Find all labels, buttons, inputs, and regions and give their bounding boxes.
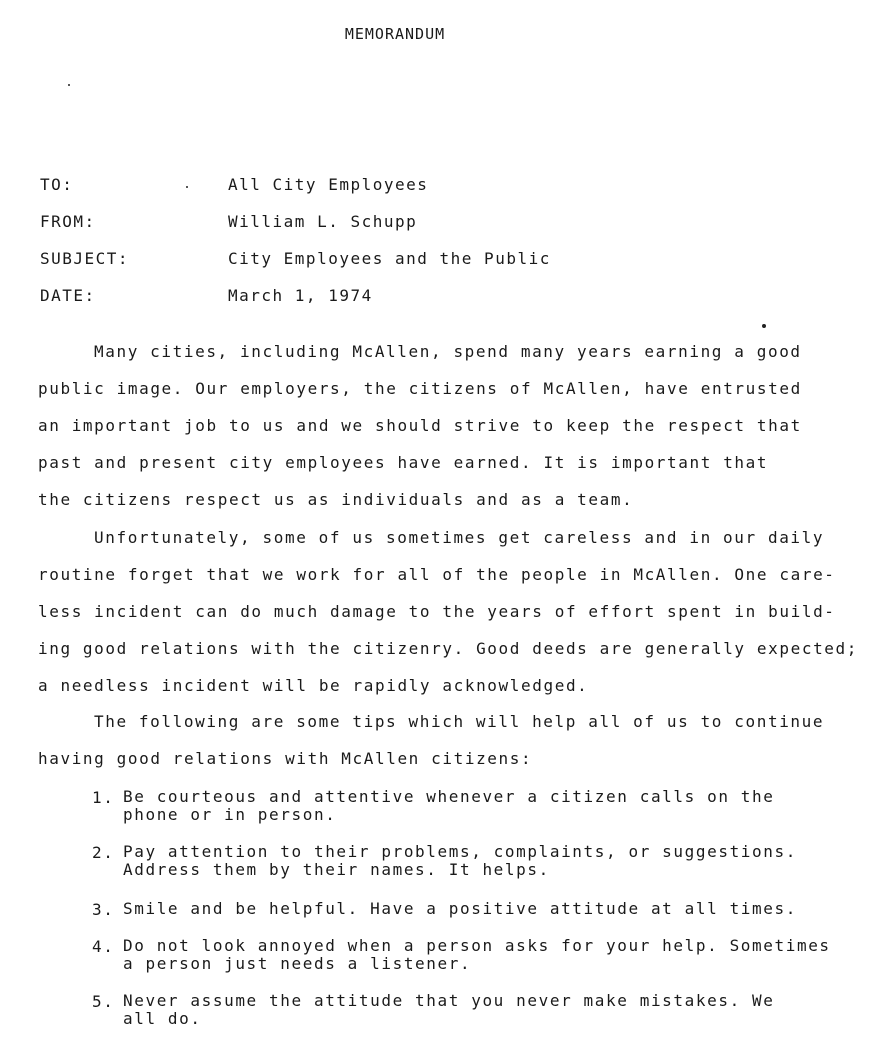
subject-value: City Employees and the Public (228, 249, 551, 268)
memo-title: MEMORANDUM (344, 25, 446, 43)
tip-text: Do not look annoyed when a person asks for your help. Sometimes (123, 936, 831, 955)
tip-text: phone or in person. (123, 805, 337, 824)
date-value: March 1, 1974 (228, 286, 373, 305)
from-label: FROM: (40, 212, 96, 231)
tip-text: Address them by their names. It helps. (123, 860, 550, 879)
scan-speck (68, 84, 70, 86)
tip-text: Be courteous and attentive whenever a citizen calls on the (123, 787, 775, 806)
tip-number: 1. (92, 788, 115, 807)
tip-text: all do. (123, 1009, 202, 1028)
paragraph-line: having good relations with McAllen citizens: (38, 749, 533, 768)
paragraph-1 (38, 333, 868, 518)
paragraph-line: Many cities, including McAllen, spend many years earning a good (94, 342, 802, 361)
subject-label: SUBJECT: (40, 249, 130, 268)
tip-text: a person just needs a listener. (123, 954, 472, 973)
paragraph-line: past and present city employees have earned. It is important that (38, 453, 769, 472)
paragraph-line: public image. Our employers, the citizens of McAllen, have entrusted (38, 379, 802, 398)
paragraph-line: The following are some tips which will help all of us to continue (94, 712, 825, 731)
to-label: TO: (40, 175, 74, 194)
paragraph-line: a needless incident will be rapidly acknowledged. (38, 676, 589, 695)
paragraph-line: Unfortunately, some of us sometimes get careless and in our daily (94, 528, 825, 547)
tip-text: Never assume the attitude that you never make mistakes. We (123, 991, 775, 1010)
tip-number: 2. (92, 843, 115, 862)
tip-number: 3. (92, 900, 115, 919)
tip-number: 5. (92, 992, 115, 1011)
tip-number: 4. (92, 937, 115, 956)
paragraph-line: an important job to us and we should strive to keep the respect that (38, 416, 802, 435)
date-label: DATE: (40, 286, 96, 305)
paragraph-2 (38, 519, 868, 704)
paragraph-line: less incident can do much damage to the years of effort spent in build- (38, 602, 836, 621)
tip-text: Smile and be helpful. Have a positive attitude at all times. (123, 899, 797, 918)
paragraph-line: the citizens respect us as individuals and as a team. (38, 490, 634, 509)
paragraph-line: routine forget that we work for all of the people in McAllen. One care- (38, 565, 836, 584)
from-value: William L. Schupp (228, 212, 418, 231)
paragraph-line: ing good relations with the citizenry. Good deeds are generally expected; (38, 639, 858, 658)
scan-speck (762, 324, 766, 328)
paragraph-3 (38, 703, 868, 777)
scan-speck (186, 186, 188, 188)
tip-text: Pay attention to their problems, complaints, or suggestions. (123, 842, 797, 861)
to-value: All City Employees (228, 175, 429, 194)
